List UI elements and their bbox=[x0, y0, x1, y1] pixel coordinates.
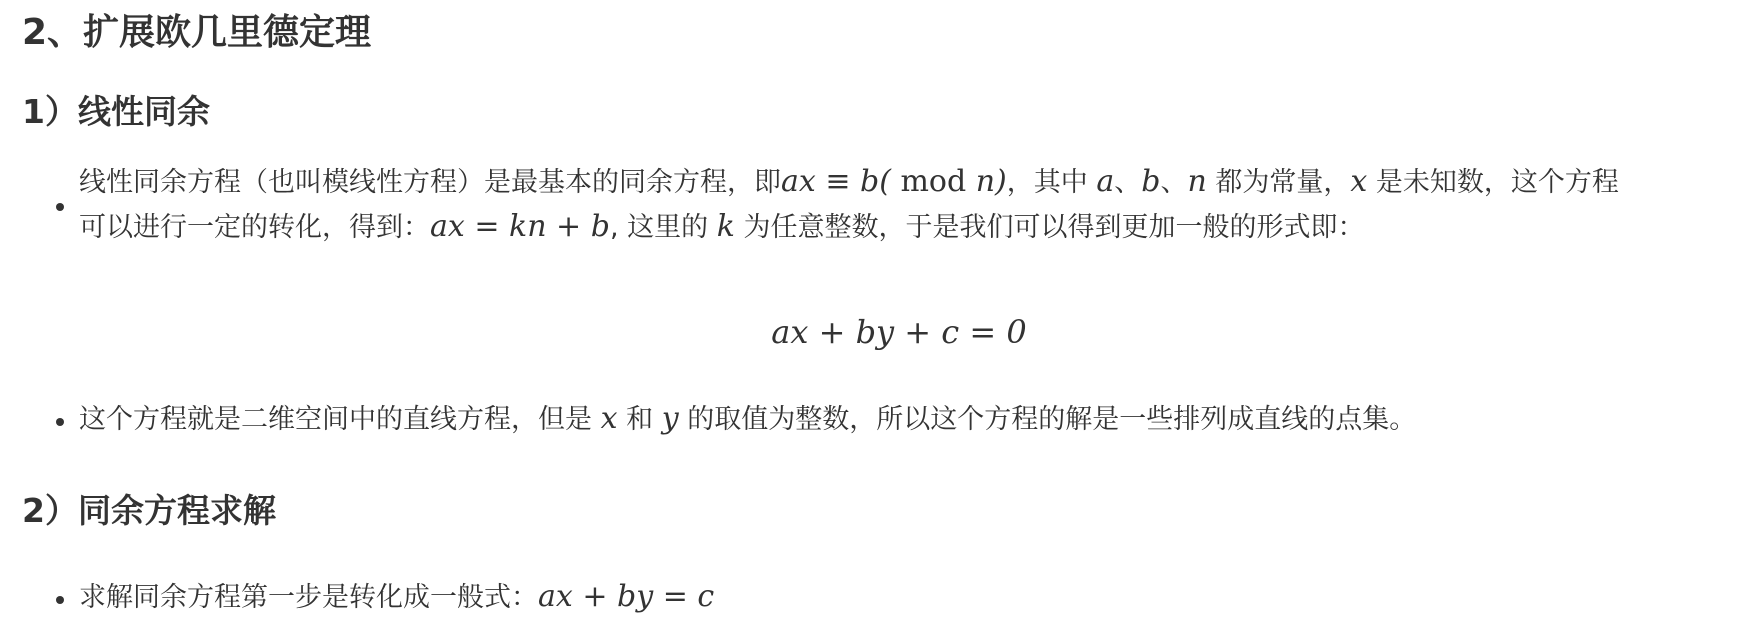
math-inline: mod bbox=[890, 164, 976, 199]
math-inline: x bbox=[600, 401, 618, 436]
subsection-heading-congruence-solving: 2）同余方程求解 bbox=[22, 491, 276, 530]
text: 这个方程就是二维空间中的直线方程，但是 bbox=[79, 404, 592, 435]
math-inline: k bbox=[716, 209, 735, 244]
math-inline: ax ≡ b( bbox=[781, 164, 891, 199]
bullet-icon bbox=[56, 596, 64, 604]
text: 可以进行一定的转化，得到： bbox=[79, 212, 430, 243]
paragraph-general-form bbox=[79, 575, 1751, 620]
paragraph-linear-congruence-definition bbox=[79, 160, 1751, 250]
text: ，其中 bbox=[1006, 167, 1088, 198]
section-heading-extended-euclid: 2、扩展欧几里德定理 bbox=[22, 12, 372, 53]
subsection-heading-linear-congruence: 1）线性同余 bbox=[22, 92, 210, 131]
text: 是未知数，这个方程 bbox=[1375, 167, 1619, 198]
math-inline: x bbox=[1350, 164, 1368, 199]
text: 求解同余方程第一步是转化成一般式： bbox=[79, 582, 538, 613]
math-inline: n bbox=[1187, 164, 1207, 199]
text: 为任意整数，于是我们可以得到更加一般的形式即： bbox=[743, 212, 1365, 243]
math-inline: a bbox=[1096, 164, 1115, 199]
math-inline: ax = kn + b bbox=[430, 209, 610, 244]
math-inline: ax + by = c bbox=[538, 579, 715, 614]
text: 、 bbox=[1114, 167, 1142, 198]
text: 都为常量， bbox=[1215, 167, 1351, 198]
text: 和 bbox=[626, 404, 654, 435]
math-inline: y bbox=[661, 401, 679, 436]
math-inline: b bbox=[1141, 164, 1161, 199]
math-inline: n) bbox=[975, 164, 1007, 199]
bullet-icon bbox=[56, 203, 64, 211]
bullet-icon bbox=[56, 418, 64, 426]
math-display-formula: ax + by + c = 0 bbox=[771, 313, 1027, 351]
paragraph-line-equation bbox=[79, 397, 1751, 442]
text: 的取值为整数，所以这个方程的解是一些排列成直线的点集。 bbox=[687, 404, 1417, 435]
text: , 这里的 bbox=[609, 212, 709, 243]
text: 线性同余方程（也叫模线性方程）是最基本的同余方程，即 bbox=[79, 167, 781, 198]
text: 、 bbox=[1160, 167, 1188, 198]
